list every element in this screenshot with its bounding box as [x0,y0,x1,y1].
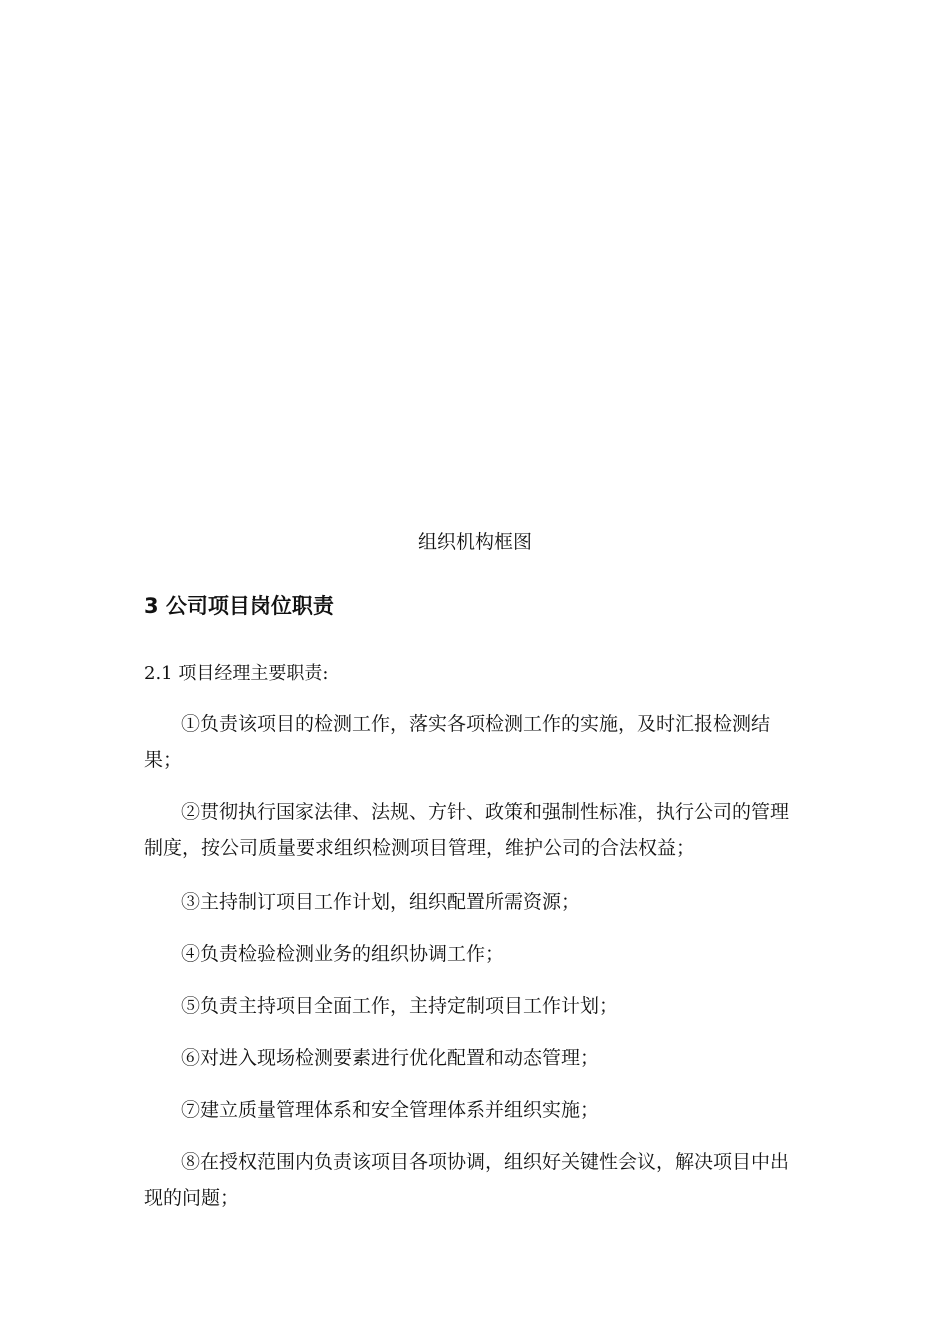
duty-paragraph-6: ⑥对进入现场检测要素进行优化配置和动态管理； [181,1047,600,1069]
section-heading: 3 公司项目岗位职责 [144,594,334,618]
duty-paragraph-4: ④负责检验检测业务的组织协调工作； [181,943,505,965]
sub-heading: 2.1 项目经理主要职责: [144,663,329,684]
figure-caption: 组织机构框图 [417,531,532,553]
duty-paragraph-3: ③主持制订项目工作计划，组织配置所需资源； [181,891,581,913]
duty-paragraph-7: ⑦建立质量管理体系和安全管理体系并组织实施； [181,1099,600,1121]
duty-paragraph-5: ⑤负责主持项目全面工作，主持定制项目工作计划； [181,995,619,1017]
duty-paragraph-1: ①负责该项目的检测工作，落实各项检测工作的实施，及时汇报检测结果； [144,713,771,771]
duty-paragraph-2: ②贯彻执行国家法律、法规、方针、政策和强制性标准，执行公司的管理制度，按公司质量要求组织检测项目管理，维护公司的合法权益； [144,801,790,859]
duty-paragraph-8: ⑧在授权范围内负责该项目各项协调，组织好关键性会议，解决项目中出现的问题； [144,1151,790,1209]
